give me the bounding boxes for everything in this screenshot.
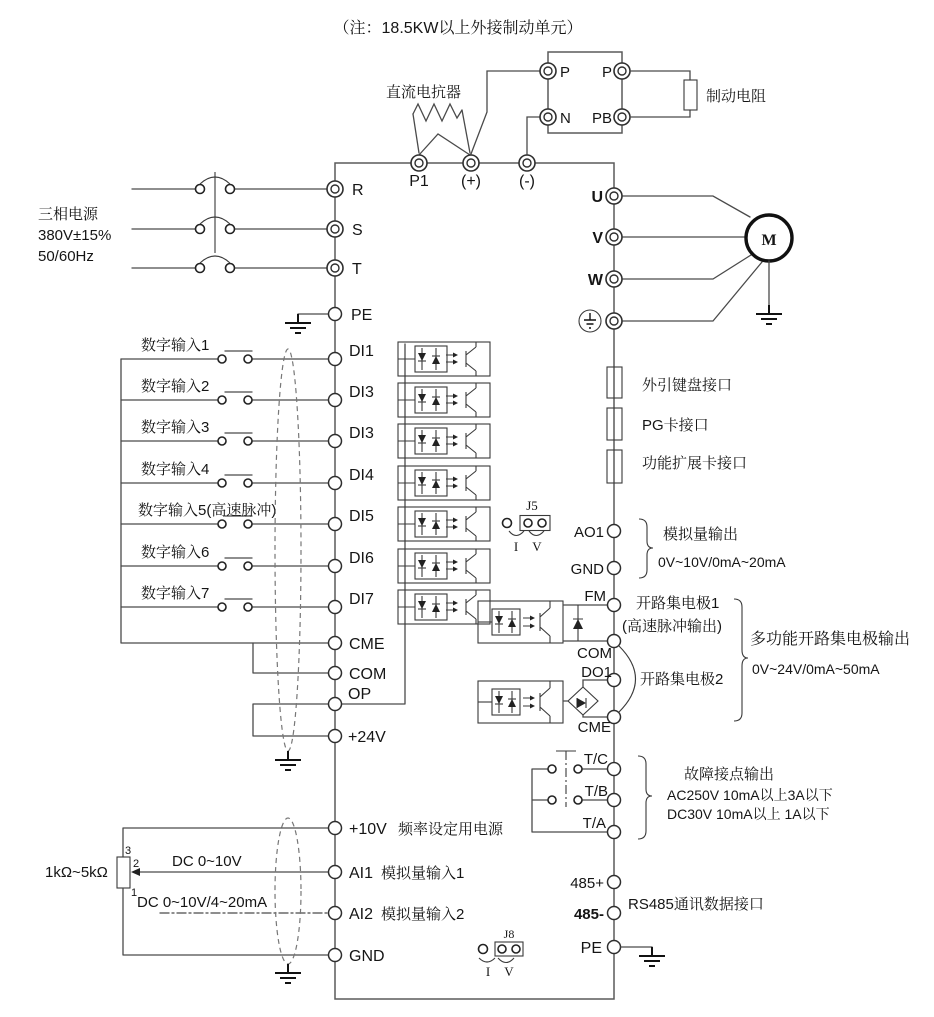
oc-range-label: 0V~24V/0mA~50mA xyxy=(752,661,880,677)
ai1-signal-label: DC 0~10V xyxy=(172,853,242,870)
option-interfaces xyxy=(607,367,747,483)
optocoupler-icon xyxy=(398,424,490,458)
digital-input-row-6 xyxy=(121,544,490,583)
j5-i-label: I xyxy=(513,539,519,554)
brace-icon xyxy=(638,756,652,839)
terminal-label-p1: P1 xyxy=(409,173,429,190)
pe-ground-icon xyxy=(285,314,311,333)
terminal-label-com2: COM xyxy=(577,645,612,662)
terminal-label-di3: DI3 xyxy=(349,425,374,442)
terminal-label-di2: DI3 xyxy=(349,384,374,401)
oc1-sub-label: (高速脉冲输出) xyxy=(622,618,722,635)
motor-output-section xyxy=(579,188,792,332)
brake-pb-label: PB xyxy=(591,110,612,127)
terminal-label-ta: T/A xyxy=(582,815,606,832)
optocoupler-output-icon xyxy=(478,601,563,643)
terminal-label-gnd: GND xyxy=(349,948,385,965)
dc-reactor-label: 直流电抗器 xyxy=(386,84,462,101)
open-collector-section xyxy=(478,588,910,736)
digital-input-1-label: 数字输入1 xyxy=(141,337,210,354)
analog-output-range: 0V~10V/0mA~20mA xyxy=(658,554,786,570)
terminal-label-minus: (-) xyxy=(519,173,535,190)
optocoupler-icon xyxy=(398,466,490,500)
dc-bus-terminals xyxy=(409,155,535,190)
ai1-desc-label: 模拟量输入1 xyxy=(381,865,465,882)
terminal-label-tc: T/C xyxy=(583,751,608,768)
10v-desc-label: 频率设定用电源 xyxy=(398,821,504,838)
j8-v-label: V xyxy=(504,964,514,979)
brake-p-left-label: P xyxy=(560,64,571,81)
terminal-label-ai1: AI1 xyxy=(349,865,374,882)
j5-v-label: V xyxy=(532,539,542,554)
terminal-label-r: R xyxy=(352,182,364,199)
terminal-label-ao1: AO1 xyxy=(573,524,604,541)
oc2-label: 开路集电极2 xyxy=(640,671,724,688)
terminal-label-t: T xyxy=(352,261,362,278)
group-curve-icon xyxy=(619,646,636,712)
analog-output-section xyxy=(503,498,787,578)
terminal-label-op: OP xyxy=(348,686,372,703)
terminal-label-di5: DI5 xyxy=(349,508,374,525)
pg-card-port-label: PG卡接口 xyxy=(642,417,709,434)
control-common-terminals xyxy=(253,636,386,746)
digital-input-row-7 xyxy=(121,585,490,624)
optocoupler-icon xyxy=(398,507,490,541)
pe-symbol-icon xyxy=(579,310,601,332)
pot-pin-1: 1 xyxy=(131,887,138,899)
terminal-label-24v: +24V xyxy=(348,729,386,746)
terminal-label-u: U xyxy=(591,189,603,206)
terminal-label-10v: +10V xyxy=(349,821,387,838)
optocoupler-icon xyxy=(398,383,490,417)
digital-input-7-label: 数字输入7 xyxy=(141,585,210,602)
terminal-label-com: COM xyxy=(349,666,387,683)
relay-desc-label: 故障接点输出 xyxy=(684,766,775,783)
brake-unit xyxy=(540,52,630,133)
ai2-signal-label: DC 0~10V/4~20mA xyxy=(137,894,268,911)
analog-output-desc: 模拟量输出 xyxy=(663,526,739,543)
digital-input-row-2 xyxy=(121,378,490,417)
digital-input-6-label: 数字输入6 xyxy=(141,544,210,561)
note-text: （注：18.5KW以上外接制动单元） xyxy=(333,20,583,37)
brake-n-label: N xyxy=(560,110,571,127)
j8-i-label: I xyxy=(485,964,491,979)
digital-input-5-label: 数字输入5(高速脉冲) xyxy=(138,502,277,519)
digital-input-3-label: 数字输入3 xyxy=(141,419,210,436)
terminal-label-cme: CME xyxy=(349,636,385,653)
terminal-label-fm: FM xyxy=(584,588,606,605)
jumper-j8 xyxy=(479,927,524,979)
power-label-line3: 50/60Hz xyxy=(38,248,94,265)
expansion-port-label: 功能扩展卡接口 xyxy=(642,455,748,472)
shield-ground-icon xyxy=(275,751,301,770)
terminal-label-di7: DI7 xyxy=(349,591,374,608)
optocoupler-output-icon xyxy=(478,681,563,723)
digital-input-row-3 xyxy=(121,419,490,458)
pe-ground-icon xyxy=(639,947,665,966)
optocoupler-icon xyxy=(398,342,490,376)
digital-input-row-1 xyxy=(121,337,490,376)
shield-cable-icon xyxy=(275,818,301,964)
pot-value-label: 1kΩ~5kΩ xyxy=(45,864,108,881)
terminal-label-tb: T/B xyxy=(584,783,608,800)
j8-label: J8 xyxy=(503,927,515,941)
optocoupler-icon xyxy=(398,590,490,624)
oc-multi-label: 多功能开路集电极输出 xyxy=(750,631,911,648)
shield-cable-icon xyxy=(275,349,301,751)
jumper-j5 xyxy=(503,498,551,554)
pot-pin-3: 3 xyxy=(125,845,132,857)
terminal-label-gnd2: GND xyxy=(570,561,604,578)
terminal-label-485p: 485+ xyxy=(570,875,604,892)
inverter-main-box xyxy=(335,163,614,999)
power-input-section xyxy=(38,172,372,333)
terminal-label-plus: (+) xyxy=(461,173,481,190)
shield-ground-icon xyxy=(275,964,301,983)
brake-p-right-label: P xyxy=(601,64,612,81)
terminal-label-pe2: PE xyxy=(580,940,602,957)
relay-spec2-label: DC30V 10mA以上 1A以下 xyxy=(667,806,830,822)
circuit-breaker xyxy=(132,172,327,273)
rs485-desc-label: RS485通讯数据接口 xyxy=(628,896,764,913)
keyboard-port-label: 外引键盘接口 xyxy=(642,377,733,394)
ai2-desc-label: 模拟量输入2 xyxy=(381,906,465,923)
terminal-label-w: W xyxy=(587,272,603,289)
terminal-label-cme2: CME xyxy=(577,719,611,736)
relay-output-section xyxy=(532,751,833,839)
terminal-label-pe: PE xyxy=(351,307,373,324)
dc-bus-jumper xyxy=(419,134,470,155)
bridge-diode-icon xyxy=(568,687,598,715)
digital-input-2-label: 数字输入2 xyxy=(141,378,210,395)
terminal-label-v: V xyxy=(592,230,603,247)
top-section xyxy=(334,19,766,190)
relay-spec1-label: AC250V 10mA以上3A以下 xyxy=(667,787,833,803)
diode-icon xyxy=(573,619,583,629)
optocoupler-icon xyxy=(398,549,490,583)
brake-resistor-label: 制动电阻 xyxy=(706,88,767,105)
analog-input-section xyxy=(45,818,504,983)
terminal-label-di4: DI4 xyxy=(349,467,374,484)
terminal-label-do1: DO1 xyxy=(581,664,612,681)
brake-resistor xyxy=(630,71,766,117)
motor-ground-icon xyxy=(756,305,782,324)
motor-m-label: M xyxy=(761,232,777,249)
rs485-section xyxy=(570,875,764,966)
digital-input-row-5 xyxy=(121,501,490,541)
terminal-label-ai2: AI2 xyxy=(349,906,374,923)
j5-label: J5 xyxy=(526,498,538,513)
brace-icon xyxy=(639,519,653,578)
terminal-label-s: S xyxy=(352,222,363,239)
pot-pin-2: 2 xyxy=(133,858,140,870)
terminal-label-485m: 485- xyxy=(573,906,604,923)
terminal-label-di6: DI6 xyxy=(349,550,374,567)
oc1-label: 开路集电极1 xyxy=(636,595,720,612)
brace-icon xyxy=(734,599,748,721)
motor xyxy=(746,215,792,324)
terminal-label-di1: DI1 xyxy=(349,343,374,360)
digital-input-4-label: 数字输入4 xyxy=(141,461,210,478)
digital-input-row-4 xyxy=(121,461,490,500)
power-label-line1: 三相电源 xyxy=(38,206,99,223)
potentiometer xyxy=(117,857,130,888)
power-label-line2: 380V±15% xyxy=(38,227,112,244)
digital-input-section xyxy=(121,337,490,770)
